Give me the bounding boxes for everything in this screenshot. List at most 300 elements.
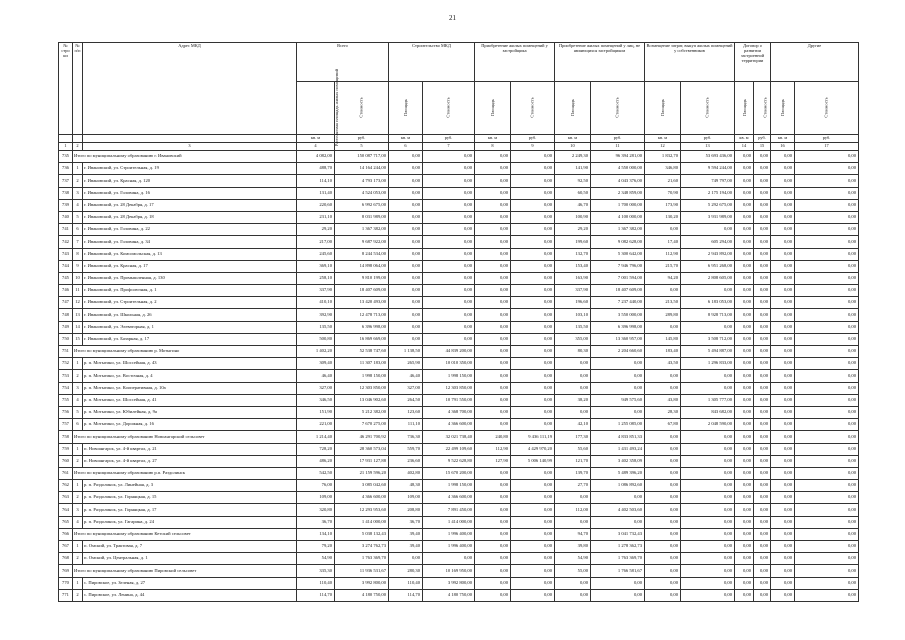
value-cell: 36,70 [297,516,335,528]
value-cell: 0,00 [795,151,859,163]
value-cell: 42,10 [555,419,591,431]
value-cell: 0,00 [681,224,735,236]
value-cell: 0,00 [389,175,423,187]
value-cell: 0,00 [681,431,735,443]
value-cell: 0,00 [754,211,771,223]
value-cell: 0,00 [754,467,771,479]
value-cell: 0,00 [754,455,771,467]
address-cell: р. п. Раздолинск, ул. Горняцкая, д. 15 [83,492,297,504]
value-cell: 109,00 [297,492,335,504]
value-cell: 4 043 376,00 [591,175,645,187]
value-cell: 0,00 [795,358,859,370]
value-cell: 0,00 [735,406,754,418]
sub-area: Площадь [475,82,511,135]
value-cell: 280,30 [389,565,423,577]
value-cell: 3 931 989,00 [681,211,735,223]
value-cell: 1 998 150,00 [335,370,389,382]
value-cell: 0,00 [795,394,859,406]
item-number: 1 [73,480,83,492]
value-cell: 0,00 [511,382,555,394]
value-cell: 2 943 892,00 [681,248,735,260]
value-cell: 0,00 [681,370,735,382]
value-cell: 0,00 [754,577,771,589]
value-cell: 0,00 [389,260,423,272]
value-cell: 1 998 150,00 [423,370,475,382]
value-cell: 134,10 [297,528,335,540]
value-cell: 0,00 [423,285,475,297]
value-cell: 0,00 [475,236,511,248]
item-number: 13 [73,309,83,321]
unit-label: руб. [511,135,555,143]
value-cell: 4 366 600,00 [335,492,389,504]
value-cell: 0,00 [511,199,555,211]
value-cell: 0,00 [771,577,795,589]
value-cell: 0,00 [389,272,423,284]
value-cell: 6 183 053,00 [681,297,735,309]
value-cell: 949 575,60 [591,394,645,406]
unit-label: руб. [795,135,859,143]
header-pp-no: № п/п [73,43,83,135]
value-cell: 0,00 [771,492,795,504]
value-cell: 0,00 [795,541,859,553]
address-cell: р. п. Раздолинск, ул. Линейная, д. 3 [83,480,297,492]
value-cell: 18 407 609,00 [335,285,389,297]
value-cell: 0,00 [771,455,795,467]
value-cell: 0,00 [555,492,591,504]
value-cell: 43,80 [645,394,681,406]
value-cell: 1 700 000,00 [591,199,645,211]
address-cell: Итого по муниципальному образованию р.п. Раздолинск [73,467,297,479]
value-cell: 0,00 [795,406,859,418]
table-row [59,211,859,223]
value-cell: 141,90 [555,163,591,175]
subtotal-row [59,346,859,358]
value-cell: 0,00 [511,187,555,199]
value-cell: 0,00 [735,272,754,284]
value-cell: 0,00 [475,211,511,223]
value-cell: 0,00 [681,577,735,589]
value-cell: 12 293 953,60 [335,504,389,516]
value-cell: 213,50 [645,297,681,309]
value-cell: 0,00 [754,248,771,260]
row-number: 760 [59,455,73,467]
value-cell: 0,00 [475,467,511,479]
value-cell: 76,00 [297,480,335,492]
value-cell: 0,00 [771,382,795,394]
sub-cost: Стоимость [681,82,735,135]
row-number: 736 [59,163,73,175]
value-cell: 3 402 358,09 [591,455,645,467]
value-cell: 10 010 350,00 [423,358,475,370]
value-cell: 55,00 [555,565,591,577]
value-cell: 4 833 851,33 [591,431,645,443]
value-cell: 7 237 440,00 [591,297,645,309]
value-cell: 3 550 000,00 [591,309,645,321]
value-cell: 2 175 194,00 [681,187,735,199]
value-cell: 0,00 [771,553,795,565]
value-cell: 0,00 [771,406,795,418]
value-cell: 3 274 762,73 [335,541,389,553]
row-number: 769 [59,565,73,577]
value-cell: 0,00 [681,553,735,565]
address-cell: Итого по муниципальному образованию р. Мотыгино [73,346,297,358]
value-cell: 3 508 712,00 [681,333,735,345]
value-cell: 173,90 [645,199,681,211]
value-cell: 0,00 [423,163,475,175]
value-cell: 0,00 [475,577,511,589]
value-cell: 0,00 [475,297,511,309]
value-cell: 0,00 [735,236,754,248]
value-cell: 0,00 [591,589,645,601]
row-number: 756 [59,406,73,418]
row-number: 767 [59,541,73,553]
value-cell: 0,00 [771,443,795,455]
value-cell: 0,00 [511,419,555,431]
value-cell: 21 159 596,20 [335,467,389,479]
value-cell: 0,00 [795,187,859,199]
value-cell: 114,10 [297,175,335,187]
page-number: 21 [449,14,456,22]
value-cell: 4 366 600,00 [423,419,475,431]
value-cell: 7 001 594,00 [591,272,645,284]
value-cell: 0,00 [423,553,475,565]
value-cell: 0,00 [735,443,754,455]
value-cell: 0,00 [475,309,511,321]
item-number: 5 [73,406,83,418]
value-cell: 6 396 998,00 [335,321,389,333]
row-number: 744 [59,260,73,272]
value-cell: 0,00 [795,285,859,297]
value-cell: 0,00 [423,151,475,163]
address-cell: с. Пировское, ул. Зеленая, д. 27 [83,577,297,589]
value-cell: 131,40 [297,187,335,199]
value-cell: 0,00 [681,285,735,297]
value-cell: 12 303 850,00 [335,382,389,394]
item-number: 1 [73,163,83,175]
value-cell: 109,00 [389,492,423,504]
row-number: 750 [59,333,73,345]
table-row [59,370,859,382]
value-cell: 2 808 605,00 [681,272,735,284]
value-cell: 0,00 [771,285,795,297]
value-cell: 0,00 [475,248,511,260]
value-cell: 112,90 [475,443,511,455]
value-cell: 0,00 [475,224,511,236]
item-number: 6 [73,419,83,431]
address-cell: г. Ивановский, ул. Школьная, д. 26 [83,309,297,321]
row-number: 761 [59,467,73,479]
header-purchase-builder: Приобретение жилых помещений у застройщика [475,43,555,82]
value-cell: 7 670 275,00 [335,419,389,431]
value-cell: 0,00 [423,175,475,187]
row-number: 759 [59,443,73,455]
value-cell: 0,00 [475,516,511,528]
value-cell: 18 407 609,00 [591,285,645,297]
value-cell: 208,80 [389,504,423,516]
value-cell: 1 832,70 [645,151,681,163]
value-cell: 0,00 [795,236,859,248]
value-cell: 0,00 [771,480,795,492]
value-cell: 605 294,00 [681,236,735,248]
value-cell: 0,00 [681,504,735,516]
value-cell: 9 687 922,00 [335,236,389,248]
address-cell: Итого по муниципальному образованию Пировский сельсовет [73,565,297,577]
value-cell: 0,00 [645,431,681,443]
value-cell: 0,00 [475,285,511,297]
value-cell: 0,00 [591,370,645,382]
address-cell: п. Новоангарск, ул. 4-й квартал, д. 21 [83,443,297,455]
value-cell: 16 869 669,00 [335,333,389,345]
value-cell: 0,00 [771,260,795,272]
value-cell: 0,00 [754,236,771,248]
value-cell: 0,00 [423,260,475,272]
value-cell: 0,00 [795,346,859,358]
value-cell: 1 766 581,67 [591,565,645,577]
address-cell: р. п. Мотыгино, ул. Юбилейная, д. 9а [83,406,297,418]
value-cell: 0,00 [754,358,771,370]
item-number: 3 [73,187,83,199]
value-cell: 0,00 [555,370,591,382]
address-cell: г. Ивановский, ул. Головина, д. 34 [83,236,297,248]
value-cell: 0,00 [511,528,555,540]
value-cell: 17,40 [645,236,681,248]
table-row [59,516,859,528]
value-cell: 132,70 [555,248,591,260]
item-number: 2 [73,492,83,504]
value-cell: 0,00 [389,163,423,175]
value-cell: 0,00 [795,333,859,345]
table-row [59,272,859,284]
address-cell: р. п. Мотыгино, ул. Шоссейная, д. 43 [83,358,297,370]
value-cell: 11 936 531,67 [335,565,389,577]
value-cell: 0,00 [735,467,754,479]
value-cell: 0,00 [423,248,475,260]
value-cell: 335,30 [297,565,335,577]
value-cell: 0,00 [735,589,754,601]
value-cell: 196,60 [555,297,591,309]
unit-label: кв. м [475,135,511,143]
value-cell: 0,00 [475,528,511,540]
value-cell: 0,00 [735,175,754,187]
header-construction: Строительство МКД [389,43,475,82]
value-cell: 0,00 [511,321,555,333]
value-cell: 0,00 [795,516,859,528]
value-cell: 0,00 [511,516,555,528]
value-cell: 9 082 628,00 [591,236,645,248]
value-cell: 54,90 [297,553,335,565]
value-cell: 0,00 [511,577,555,589]
value-cell: 199,60 [555,236,591,248]
value-cell: 0,00 [735,528,754,540]
value-cell: 0,00 [754,224,771,236]
value-cell: 12 478 713,00 [335,309,389,321]
item-number: 5 [73,211,83,223]
value-cell: 110,40 [297,577,335,589]
value-cell: 4 180 750,00 [423,589,475,601]
value-cell: 9 522 628,80 [423,455,475,467]
row-number: 757 [59,419,73,431]
value-cell: 0,00 [555,382,591,394]
value-cell: 0,00 [795,419,859,431]
value-cell: 114,70 [389,589,423,601]
value-cell: 0,00 [475,272,511,284]
address-cell: г. Ивановский, ул. Головина, д. 16 [83,187,297,199]
value-cell: 346,80 [645,163,681,175]
row-number: 762 [59,480,73,492]
address-cell: с. Пировское, ул. Ленина, д. 44 [83,589,297,601]
table-row [59,297,859,309]
value-cell: 0,00 [681,467,735,479]
table-row [59,358,859,370]
value-cell: 220,60 [297,199,335,211]
address-cell: г. Ивановский, ул. Красная, д. 120 [83,175,297,187]
value-cell: 0,00 [735,163,754,175]
value-cell: 0,00 [771,199,795,211]
row-number: 755 [59,394,73,406]
value-cell: 0,00 [389,236,423,248]
value-cell: 0,00 [645,321,681,333]
table-row [59,480,859,492]
table-row [59,248,859,260]
address-cell: п. Омский, ул. Трактовая, д. 7 [83,541,297,553]
value-cell: 0,00 [423,321,475,333]
value-cell: 346,50 [297,394,335,406]
value-cell: 0,00 [475,492,511,504]
value-cell: 0,00 [754,589,771,601]
item-number: 2 [73,175,83,187]
table-row [59,589,859,601]
table-row [59,260,859,272]
value-cell: 0,00 [771,358,795,370]
housing-program-table [58,42,859,602]
value-cell: 0,00 [389,333,423,345]
value-cell: 0,00 [795,589,859,601]
value-cell: 94,20 [645,272,681,284]
value-cell: 4 082,00 [297,151,335,163]
header-address: Адрес МКД [83,43,297,135]
row-number: 751 [59,346,73,358]
address-cell: г. Ивановский, ул. Красная, д. 17 [83,260,297,272]
value-cell: 0,00 [681,541,735,553]
header-other: Другие [771,43,859,82]
unit-label: руб. [681,135,735,143]
table-row [59,187,859,199]
value-cell: 0,00 [511,394,555,406]
value-cell: 0,00 [735,321,754,333]
value-cell: 0,00 [475,333,511,345]
value-cell: 0,00 [754,565,771,577]
row-number: 752 [59,358,73,370]
value-cell: 0,00 [645,516,681,528]
value-cell: 0,00 [771,236,795,248]
column-number: 16 [771,143,795,151]
value-cell: 0,00 [735,553,754,565]
value-cell: 0,00 [735,346,754,358]
value-cell: 392,90 [297,309,335,321]
value-cell: 70,90 [645,187,681,199]
row-number: 753 [59,370,73,382]
value-cell: 0,00 [475,406,511,418]
value-cell: 0,00 [423,199,475,211]
item-number: 2 [73,370,83,382]
value-cell: 46,70 [555,199,591,211]
value-cell: 0,00 [475,553,511,565]
value-cell: 0,00 [645,224,681,236]
value-cell: 0,00 [735,358,754,370]
value-cell: 542,50 [297,467,335,479]
value-cell: 0,00 [511,236,555,248]
value-cell: 0,00 [771,565,795,577]
row-number: 758 [59,431,73,443]
table-row [59,236,859,248]
value-cell: 749 797,00 [681,175,735,187]
value-cell: 0,00 [645,455,681,467]
value-cell: 8 244 534,00 [335,248,389,260]
value-cell: 0,00 [735,224,754,236]
value-cell: 0,00 [795,321,859,333]
value-cell: 0,00 [645,285,681,297]
value-cell: 0,00 [735,370,754,382]
value-cell: 130,20 [645,211,681,223]
value-cell: 0,00 [771,248,795,260]
header-total: Всего [297,43,389,82]
value-cell: 114,70 [297,589,335,601]
value-cell: 0,00 [475,565,511,577]
address-cell: р. п. Раздолинск, ул. Горняцкая, д. 17 [83,504,297,516]
value-cell: 39,40 [389,528,423,540]
value-cell: 60,50 [555,187,591,199]
value-cell: 0,00 [423,297,475,309]
value-cell: 0,00 [591,358,645,370]
value-cell: 264,50 [389,394,423,406]
row-number: 739 [59,199,73,211]
value-cell: 231,10 [297,211,335,223]
value-cell: 1 367 382,00 [335,224,389,236]
value-cell: 100,90 [555,211,591,223]
value-cell: 6 992 675,00 [335,199,389,211]
value-cell: 0,00 [735,504,754,516]
value-cell: 0,00 [511,151,555,163]
value-cell: 0,00 [771,504,795,516]
value-cell: 5 006 140,99 [511,455,555,467]
value-cell: 0,00 [511,333,555,345]
value-cell: 0,00 [681,528,735,540]
column-number: 2 [73,143,83,151]
value-cell: 1 138,50 [389,346,423,358]
value-cell: 402,80 [389,467,423,479]
value-cell: 0,00 [771,175,795,187]
table-row [59,455,859,467]
value-cell: 736,30 [389,431,423,443]
value-cell: 9 810 199,00 [335,272,389,284]
value-cell: 217,00 [297,236,335,248]
value-cell: 0,00 [511,504,555,516]
row-number: 741 [59,224,73,236]
value-cell: 94,70 [555,528,591,540]
value-cell: 0,00 [681,382,735,394]
sub-cost: Стоимость [511,82,555,135]
value-cell: 0,00 [645,541,681,553]
value-cell: 0,00 [735,419,754,431]
value-cell: 1 414 000,00 [335,516,389,528]
value-cell: 92,50 [555,175,591,187]
value-cell: 127,90 [475,455,511,467]
value-cell: 0,00 [475,321,511,333]
value-cell: 0,00 [735,199,754,211]
value-cell: 17 931 127,88 [335,455,389,467]
value-cell: 1 296 833,00 [681,358,735,370]
value-cell: 4 793 173,00 [335,175,389,187]
